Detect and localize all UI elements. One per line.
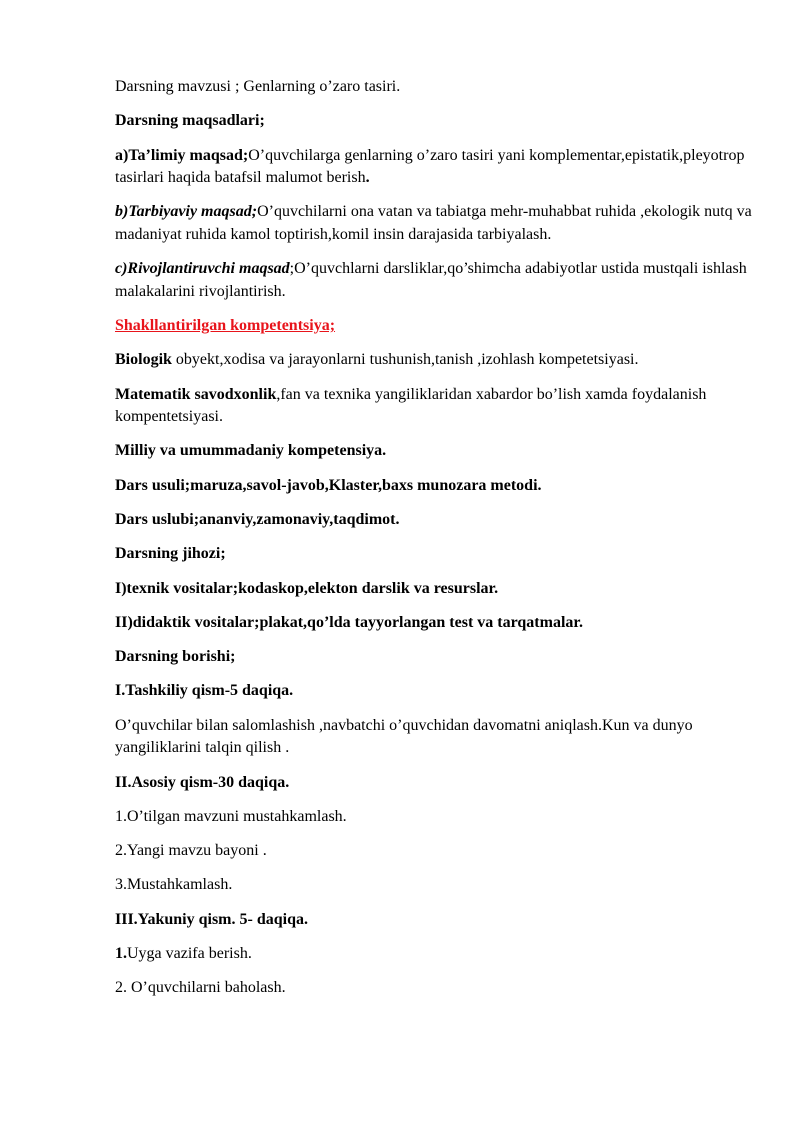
goal-educational-tail: . [365, 169, 370, 187]
part2-item: 2.Yangi mavzu bayoni . [115, 842, 267, 860]
equipment-technical: I)texnik vositalar;kodaskop,elekton darslik va resurslar. [115, 579, 499, 597]
part3-item-text: Uyga vazifa berish. [127, 945, 252, 963]
course-heading: Darsning borishi; [115, 648, 236, 666]
goals-heading: Darsning maqsadlari; [115, 112, 265, 130]
lesson-style: Dars uslubi;ananviy,zamonaviy,taqdimot. [115, 510, 400, 528]
part3-heading: III.Yakuniy qism. 5- daqiqa. [115, 910, 308, 928]
competency-biology-label: Biologik [115, 351, 172, 369]
part1-heading: I.Tashkiliy qism-5 daqiqa. [115, 682, 294, 700]
part3-item [115, 943, 765, 966]
part2-heading: II.Asosiy qism-30 daqiqa. [115, 773, 290, 791]
part2-item: 1.O’tilgan mavzuni mustahkamlash. [115, 807, 347, 825]
competency-culture: Milliy va umummadaniy kompetensiya. [115, 442, 387, 460]
competency-math [115, 384, 765, 429]
goal-upbringing-label: b)Tarbiyaviy maqsad; [115, 203, 258, 221]
part1-text: O’quvchilar bilan salomlashish ,navbatchi o’quvchidan davomatni aniqlash.Kun va dunyo yangiliklarini talqin qilish . [115, 716, 693, 757]
equipment-heading: Darsning jihozi; [115, 545, 226, 563]
part3-item: 2. O’quvchilarni baholash. [115, 979, 286, 997]
equipment-didactic: II)didaktik vositalar;plakat,qo’lda tayyorlangan test va tarqatmalar. [115, 613, 584, 631]
document-page [115, 76, 765, 1012]
competency-math-text: ,fan va texnika yangiliklaridan xabardor bo’lish xamda foydalanish kompentetsiyasi. [115, 385, 707, 426]
goal-upbringing-text: O’quvchilarni ona vatan va tabiatga mehr-muhabbat ruhida ,ekologik nutq va madaniyat ruhida kamol toptirish,komil insin darajasida tarbiyalash. [115, 203, 752, 243]
goal-educational [115, 145, 765, 190]
goal-developmental-label: c)Rivojlantiruvchi maqsad [115, 260, 290, 278]
lesson-method: Dars usuli;maruza,savol-javob,Klaster,baxs munozara metodi. [115, 476, 542, 494]
part2-item: 3.Mustahkamlash. [115, 876, 233, 894]
competency-biology-text: obyekt,xodisa va jarayonlarni tushunish,tanish ,izohlash kompetetsiyasi. [171, 351, 639, 369]
competency-heading: Shakllantirilgan kompetentsiya; [115, 316, 336, 334]
goal-developmental-text: ;O’quvchlarni darsliklar,qo’shimcha adabiyotlar ustida mustqali ishlash malakalarini rivojlantirish. [115, 260, 747, 300]
lesson-topic: Darsning mavzusi ; Genlarning o’zaro tasiri. [115, 78, 401, 95]
competency-math-label: Matematik savodxonlik [115, 385, 277, 403]
goal-educational-text: O’quvchilarga genlarning o’zaro tasiri yani komplementar,epistatik,pleyotrop tasirlari haqida batafsil malumot berish [115, 146, 745, 187]
goal-upbringing [115, 201, 765, 246]
goal-educational-label: a)Ta’limiy maqsad; [115, 146, 249, 164]
goal-developmental [115, 258, 765, 303]
competency-biology [115, 349, 765, 372]
part3-item-number: 1. [115, 945, 127, 963]
